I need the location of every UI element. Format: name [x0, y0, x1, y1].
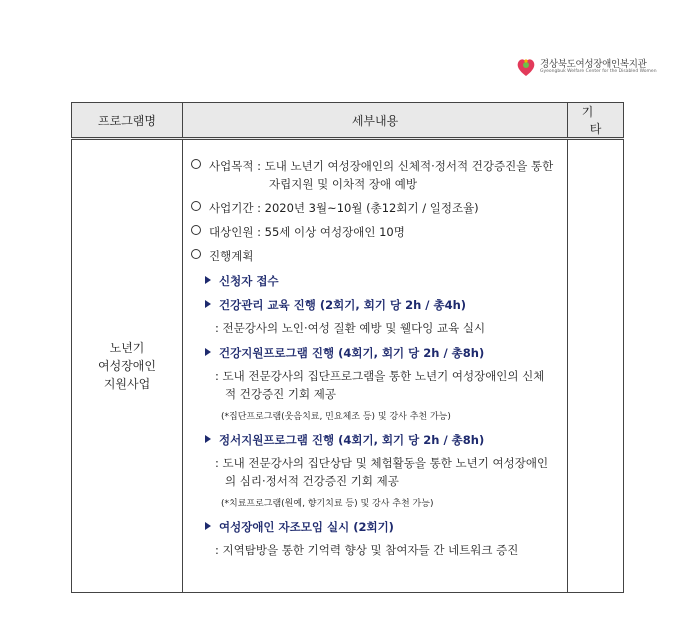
- header-program-name: 프로그램명: [72, 103, 183, 139]
- plan-step-3-note: (*집단프로그램(웃음치료, 민요체조 등) 및 강사 추천 가능): [221, 412, 451, 422]
- triangle-bullet-icon: [205, 300, 211, 308]
- program-name-line-2: 여성장애인: [98, 359, 156, 373]
- target-item: 대상인원 : 55세 이상 여성장애인 10명: [191, 223, 567, 247]
- plan-step-4: 정서지원프로그램 진행 (4회기, 회기 당 2h / 총8h): [191, 430, 567, 454]
- plan-step-5: 여성장애인 자조모임 실시 (2회기): [191, 517, 567, 541]
- etc-cell: [568, 139, 624, 593]
- plan-step-4-desc-cont: 의 심리·정서적 건강증진 기회 제공: [225, 474, 399, 488]
- program-name-cell: [72, 139, 183, 593]
- circle-bullet-icon: [191, 249, 201, 259]
- plan-step-4-note: (*치료프로그램(원예, 향기치료 등) 및 강사 추천 가능): [221, 499, 434, 509]
- org-name: 경상북도여성장애인복지관: [540, 59, 647, 70]
- org-logo: [514, 55, 664, 81]
- plan-step-3: 건강지원프로그램 진행 (4회기, 회기 당 2h / 총8h): [191, 343, 567, 367]
- triangle-bullet-icon: [205, 522, 211, 530]
- plan-step-3-desc-cont: 적 건강증진 기회 제공: [225, 387, 336, 401]
- plan-item: 진행계획: [191, 247, 567, 271]
- circle-bullet-icon: [191, 225, 201, 235]
- program-name-line-1: 노년기: [109, 341, 145, 355]
- triangle-bullet-icon: [205, 348, 211, 356]
- header-etc: 기 타: [568, 103, 624, 139]
- plan-step-3-desc: : 도내 전문강사의 집단프로그램을 통한 노년기 여성장애인의 신체: [215, 369, 545, 383]
- triangle-bullet-icon: [205, 435, 211, 443]
- plan-step-2: 건강관리 교육 진행 (2회기, 회기 당 2h / 총4h): [191, 295, 567, 319]
- org-subtitle: Gyeongbuk Welfare Center for the Disabled Women: [540, 69, 657, 74]
- heart-logo-icon: [514, 55, 538, 79]
- circle-bullet-icon: [191, 159, 201, 169]
- program-name-line-3: 지원사업: [103, 377, 151, 391]
- triangle-bullet-icon: [205, 276, 211, 284]
- circle-bullet-icon: [191, 201, 201, 211]
- header-detail: 세부내용: [183, 103, 568, 139]
- plan-step-1: 신청자 접수: [191, 271, 567, 295]
- purpose-item: 사업목적 : 도내 노년기 여성장애인의 신체적·정서적 건강증진을 통한: [191, 157, 567, 181]
- plan-step-2-desc: : 전문강사의 노인·여성 질환 예방 및 웰다잉 교육 실시: [215, 321, 486, 335]
- program-table: [71, 102, 624, 593]
- period-item: 사업기간 : 2020년 3월~10월 (총12회기 / 일정조율): [191, 199, 567, 223]
- plan-step-4-desc: : 도내 전문강사의 집단상담 및 체험활동을 통한 노년기 여성장애인: [215, 456, 549, 470]
- plan-step-5-desc: : 지역탐방을 통한 기억력 향상 및 참여자들 간 네트워크 증진: [215, 543, 519, 557]
- detail-cell: [183, 139, 568, 593]
- purpose-item-cont: 자립지원 및 이차적 장애 예방: [269, 177, 417, 191]
